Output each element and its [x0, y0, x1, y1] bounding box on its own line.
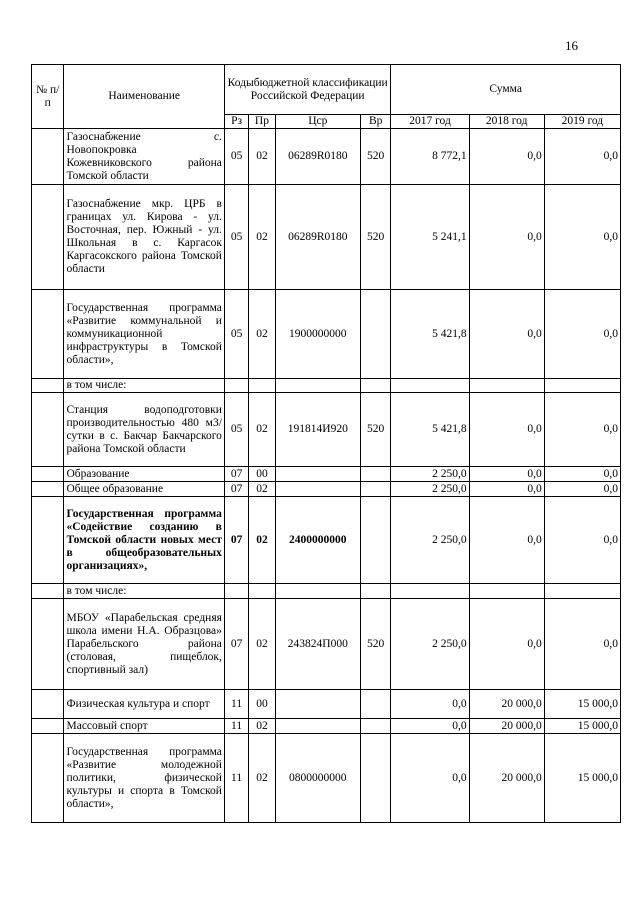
- page-number: 16: [565, 38, 578, 53]
- row-2019: 0,0: [544, 599, 620, 690]
- table-row: [32, 379, 621, 393]
- row-name: Газоснабжение с. Новопокровка Кожевниковского района Томской области: [64, 129, 224, 185]
- row-name: Массовый спорт: [64, 719, 224, 734]
- row-2019: 0,0: [544, 129, 620, 185]
- row-name: Физическая культура и спорт: [64, 690, 224, 719]
- row-2019: 0,0: [544, 185, 620, 290]
- row-name: Государственная программа «Развитие молодежной политики, физической культуры и спорта в Томской области»,: [64, 734, 224, 823]
- row-csr: 1900000000: [275, 290, 360, 379]
- row-2017: 2 250,0: [391, 482, 469, 497]
- row-vr: [360, 290, 390, 379]
- row-2019: 15 000,0: [544, 734, 620, 823]
- header-2018: 2018 год: [469, 115, 544, 129]
- row-2018: 0,0: [469, 185, 544, 290]
- row-2017: 8 772,1: [391, 129, 469, 185]
- table-row: [32, 584, 621, 599]
- row-csr: 191814И920: [275, 393, 360, 467]
- row-name: в том числе:: [64, 584, 224, 599]
- row-2017: 5 421,8: [391, 393, 469, 467]
- row-vr: [360, 482, 390, 497]
- row-name: Государственная программа «Содействие созданию в Томской области новых мест в общеобразовательных организациях»,: [64, 497, 224, 584]
- table-row: [32, 467, 621, 482]
- row-2019: 15 000,0: [544, 690, 620, 719]
- row-rz: 07: [224, 497, 248, 584]
- header-2017: 2017 год: [391, 115, 469, 129]
- row-csr: 0800000000: [275, 734, 360, 823]
- row-2018: 20 000,0: [469, 719, 544, 734]
- row-pr: 02: [249, 734, 275, 823]
- row-2019: 0,0: [544, 482, 620, 497]
- row-rz: 11: [224, 734, 248, 823]
- row-rz: 07: [224, 599, 248, 690]
- row-vr: [360, 719, 390, 734]
- row-rz: 11: [224, 690, 248, 719]
- row-pr: 02: [249, 497, 275, 584]
- row-csr: 06289R0180: [275, 129, 360, 185]
- row-pr: 02: [249, 599, 275, 690]
- row-2018: 0,0: [469, 290, 544, 379]
- row-2017: 5 421,8: [391, 290, 469, 379]
- header-2019: 2019 год: [544, 115, 620, 129]
- row-vr: [360, 467, 390, 482]
- table-row: [32, 497, 621, 584]
- table-row: [32, 690, 621, 719]
- row-csr: [275, 690, 360, 719]
- row-csr: [275, 467, 360, 482]
- row-2017: 0,0: [391, 690, 469, 719]
- row-2018: 0,0: [469, 482, 544, 497]
- budget-table: [31, 64, 621, 823]
- row-rz: 05: [224, 290, 248, 379]
- row-rz: 05: [224, 185, 248, 290]
- row-rz: 07: [224, 482, 248, 497]
- row-vr: 520: [360, 393, 390, 467]
- row-pr: 02: [249, 719, 275, 734]
- row-2019: 0,0: [544, 467, 620, 482]
- row-name: Газоснабжение мкр. ЦРБ в границах ул. Кирова - ул. Восточная, пер. Южный - ул. Школьная в с. Каргасок Каргасокского района Томской области: [64, 185, 224, 290]
- row-2018: 0,0: [469, 467, 544, 482]
- row-rz: 07: [224, 467, 248, 482]
- row-2017: 2 250,0: [391, 599, 469, 690]
- row-pr: 02: [249, 393, 275, 467]
- table-row: [32, 734, 621, 823]
- row-name: Образование: [64, 467, 224, 482]
- row-csr: 06289R0180: [275, 185, 360, 290]
- row-csr: [275, 719, 360, 734]
- row-2017: 2 250,0: [391, 497, 469, 584]
- header-sum: Сумма: [391, 65, 621, 115]
- row-name: МБОУ «Парабельская средняя школа имени Н.А. Образцова» Парабельского района (столовая, пищеблок, спортивный зал): [64, 599, 224, 690]
- row-2018: 20 000,0: [469, 690, 544, 719]
- row-vr: 520: [360, 185, 390, 290]
- row-2017: 0,0: [391, 719, 469, 734]
- row-pr: 02: [249, 482, 275, 497]
- row-csr: 243824П000: [275, 599, 360, 690]
- table-row: [32, 599, 621, 690]
- table-row: [32, 719, 621, 734]
- header-codes: Кодыбюджетной классификации Российской Федерации: [224, 65, 391, 115]
- row-2019: 0,0: [544, 393, 620, 467]
- row-csr: [275, 482, 360, 497]
- row-2018: 0,0: [469, 393, 544, 467]
- row-2018: 0,0: [469, 599, 544, 690]
- header-num: № п/п: [32, 65, 64, 129]
- row-2018: 0,0: [469, 129, 544, 185]
- table-row: [32, 185, 621, 290]
- header-vr: Вр: [360, 115, 390, 129]
- row-name: Станция водоподготовки производительностью 480 м3/сутки в с. Бакчар Бакчарского района Томской области: [64, 393, 224, 467]
- row-vr: [360, 734, 390, 823]
- row-pr: 02: [249, 129, 275, 185]
- row-2019: 0,0: [544, 497, 620, 584]
- table-row: [32, 129, 621, 185]
- row-2019: 15 000,0: [544, 719, 620, 734]
- row-pr: 00: [249, 467, 275, 482]
- table-row: [32, 393, 621, 467]
- row-2017: 0,0: [391, 734, 469, 823]
- row-2018: 20 000,0: [469, 734, 544, 823]
- header-csr: Цср: [275, 115, 360, 129]
- row-rz: 11: [224, 719, 248, 734]
- row-rz: 05: [224, 129, 248, 185]
- table-row: [32, 290, 621, 379]
- row-2017: 5 241,1: [391, 185, 469, 290]
- row-name: Общее образование: [64, 482, 224, 497]
- header-name: Наименование: [64, 65, 224, 129]
- row-vr: [360, 497, 390, 584]
- header-rz: Рз: [224, 115, 248, 129]
- row-2017: 2 250,0: [391, 467, 469, 482]
- row-name: Государственная программа «Развитие коммунальной и коммуникационной инфраструктуры в Томской области»,: [64, 290, 224, 379]
- row-csr: 2400000000: [275, 497, 360, 584]
- row-vr: 520: [360, 599, 390, 690]
- row-vr: [360, 690, 390, 719]
- row-name: в том числе:: [64, 379, 224, 393]
- row-pr: 02: [249, 290, 275, 379]
- row-vr: 520: [360, 129, 390, 185]
- row-pr: 00: [249, 690, 275, 719]
- row-rz: 05: [224, 393, 248, 467]
- table-row: [32, 482, 621, 497]
- header-pr: Пр: [249, 115, 275, 129]
- row-pr: 02: [249, 185, 275, 290]
- row-2018: 0,0: [469, 497, 544, 584]
- row-2019: 0,0: [544, 290, 620, 379]
